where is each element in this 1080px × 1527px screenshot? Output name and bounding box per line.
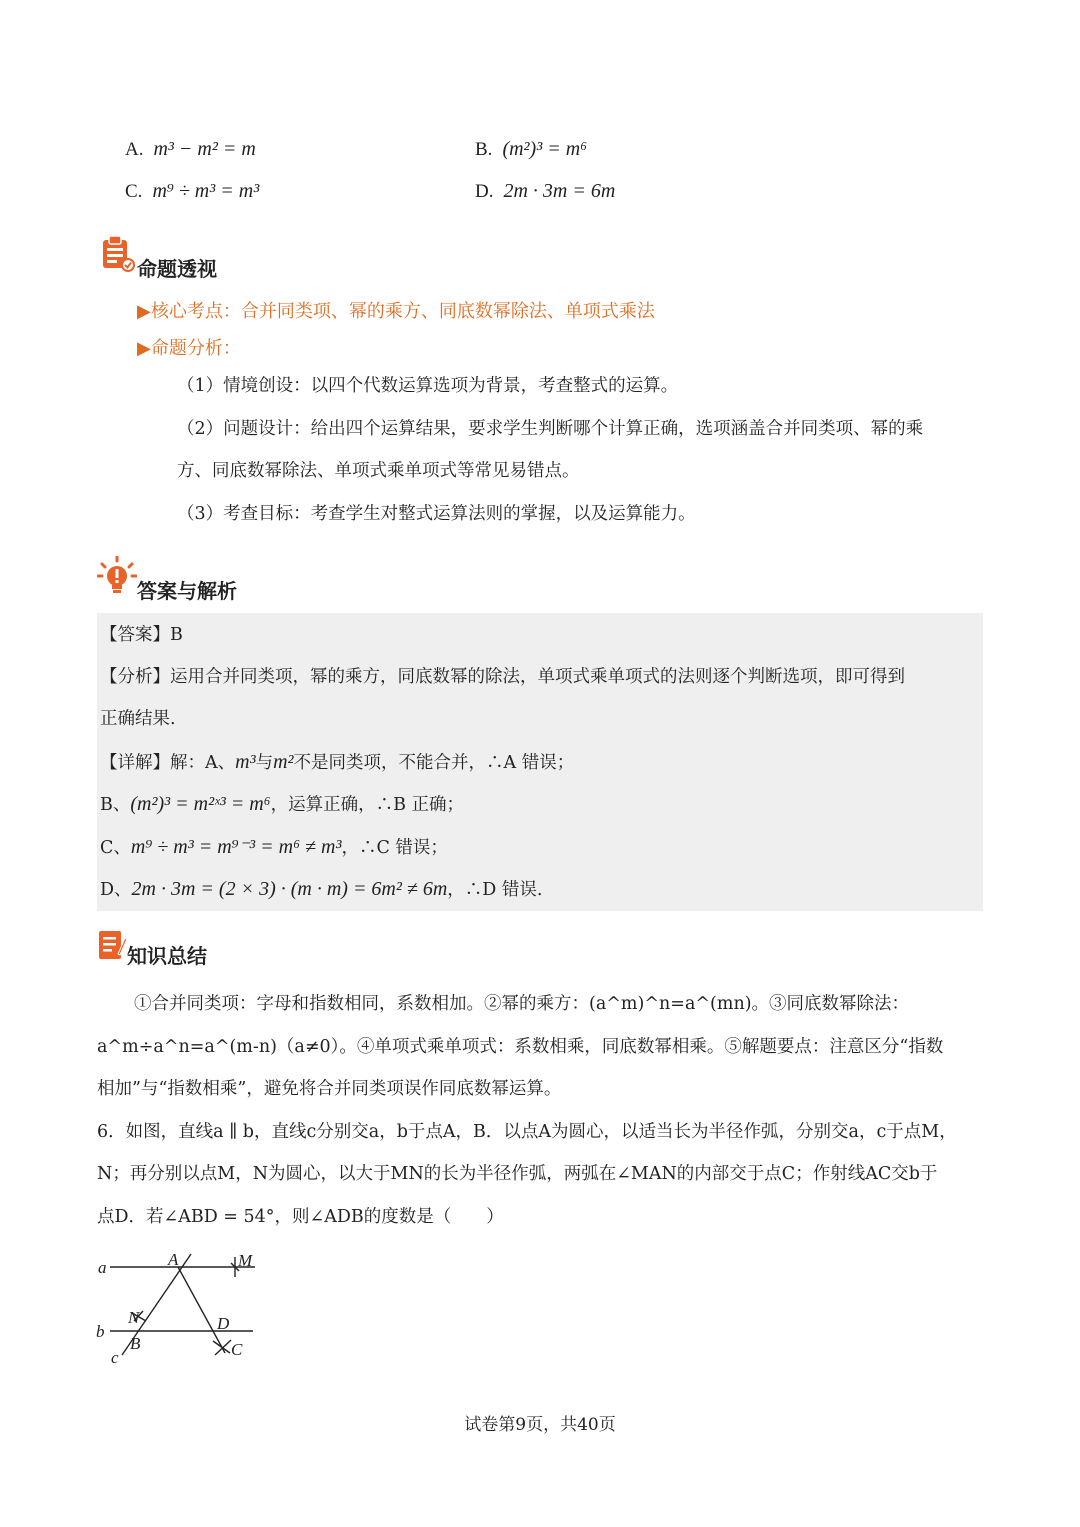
label-M: M [238,1251,253,1270]
analysis-p2b: 方、同底数幂除法、单项式乘单项式等常见易错点。 [177,461,580,481]
geometry-figure [90,1245,270,1375]
option-b: B. (m²)³ = m⁶ [475,138,588,160]
label-c: c [111,1348,119,1367]
detail-line-a: 【详解】解：A、m³与m²不是同类项，不能合并，∴A 错误； [100,751,575,773]
question6-line-1: 6．如图，直线a ∥ b，直线c分别交a，b于点A，B．以点A为圆心，以适当长为半径作弧，分别交a，c于点M， [97,1122,957,1142]
label-N: N [128,1308,140,1327]
section-title-answer: 答案与解析 [137,579,237,603]
label-D: D [217,1314,230,1333]
detail-line-c: C、m⁹ ÷ m³ = m⁹⁻³ = m⁶ ≠ m³，∴C 错误； [100,836,448,858]
option-a-expression: m³ − m² = m [153,138,256,160]
analysis-p1: （1）情境创设：以四个代数运算选项为背景，考查整式的运算。 [177,376,679,396]
question6-line-3: 点D．若∠ABD = 54°，则∠ADB的度数是（ ） [97,1207,504,1227]
option-b-expression: (m²)³ = m⁶ [502,138,588,160]
detail-line-b: B、(m²)³ = m²ˣ³ = m⁶，运算正确，∴B 正确； [100,793,465,815]
notebook-icon [97,928,127,966]
option-a: A. m³ − m² = m [125,138,256,160]
section-title-proposition: 命题透视 [137,257,217,281]
label-b: b [96,1322,105,1341]
label-B: B [130,1334,141,1353]
option-c: C. m⁹ ÷ m³ = m³ [125,180,260,202]
summary-line-2: a^m÷a^n=a^(m-n)（a≠0）。④单项式乘单项式：系数相乘，同底数幂相乘。⑤解题要点：注意区分“指数 [97,1037,944,1057]
ray-ac [178,1267,225,1353]
analysis-line-a: 【分析】运用合并同类项，幂的乘方，同底数幂的除法，单项式乘单项式的法则逐个判断选项，即可得到 [100,667,905,687]
summary-line-1: ①合并同类项：字母和指数相同，系数相加。②幂的乘方：(a^m)^n=a^(mn)。③同底数幂除法： [134,994,910,1014]
page-footer: 试卷第9页，共40页 [464,1415,616,1435]
question6-line-2: N；再分别以点M，N为圆心，以大于MN的长为半径作弧，两弧在∠MAN的内部交于点C；作射线AC交b于 [97,1164,938,1184]
analysis-line-b: 正确结果. [100,709,176,729]
option-d: D. 2m · 3m = 6m [475,180,616,202]
detail-line-d: D、2m · 3m = (2 × 3) · (m · m) = 6m² ≠ 6m，∴D 错误. [100,878,543,900]
analysis-p3: （3）考查目标：考查学生对整式运算法则的掌握，以及运算能力。 [177,504,696,524]
label-C: C [231,1340,243,1359]
option-c-expression: m⁹ ÷ m³ = m³ [152,180,260,202]
answer-line: 【答案】B [100,625,183,645]
summary-line-3: 相加”与“指数相乘”，避免将合并同类项误作同底数幂运算。 [97,1079,562,1099]
core-points: ▶核心考点：合并同类项、幂的乘方、同底数幂除法、单项式乘法 [137,301,655,322]
lightbulb-icon [97,556,137,602]
option-d-expression: 2m · 3m = 6m [503,180,616,202]
section-title-summary: 知识总结 [127,944,207,968]
label-A: A [168,1250,179,1269]
label-a: a [98,1258,107,1277]
analysis-label: ▶命题分析： [137,338,241,359]
analysis-p2a: （2）问题设计：给出四个运算结果，要求学生判断哪个计算正确，选项涵盖合并同类项、幂的乘 [177,419,924,439]
clipboard-icon [97,234,137,278]
